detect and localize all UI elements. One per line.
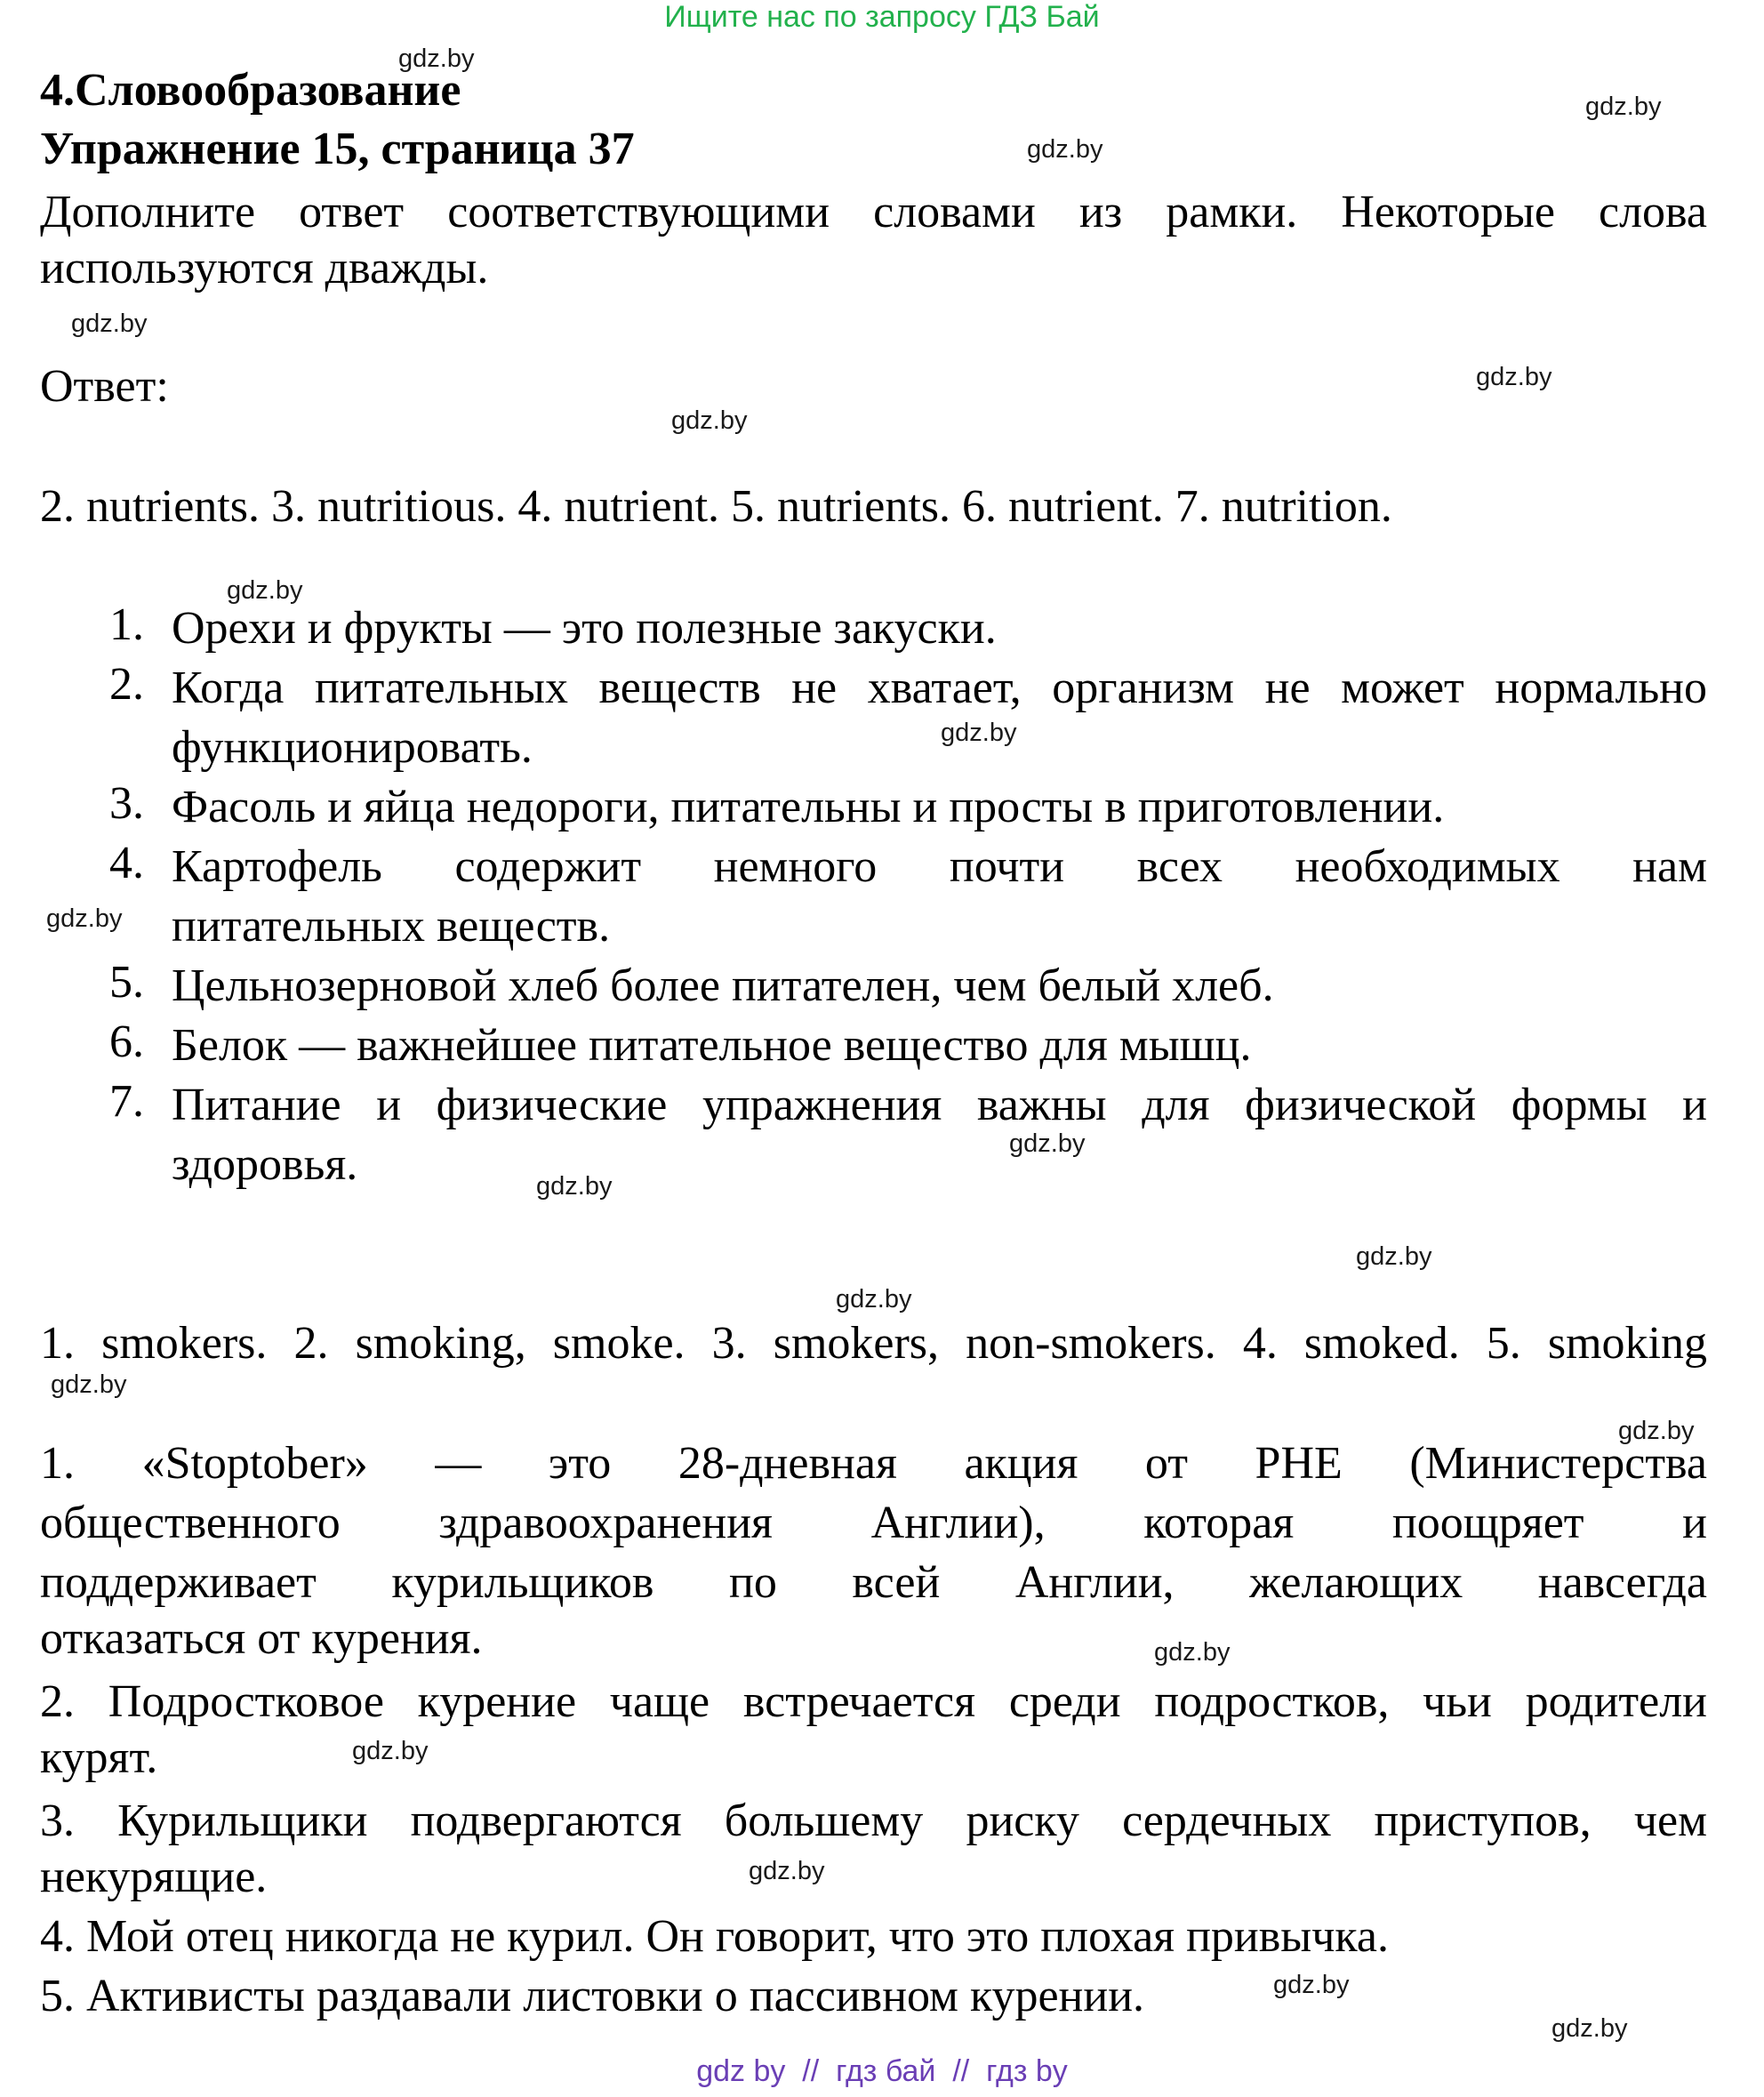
watermark: gdz.by — [398, 44, 475, 73]
list-item: функционировать. — [172, 722, 533, 773]
watermark: gdz.by — [51, 1370, 127, 1399]
sentence-line: курят. — [40, 1732, 158, 1783]
watermark: gdz.by — [227, 576, 303, 605]
list-number: 3. — [109, 778, 144, 829]
watermark: gdz.by — [1476, 363, 1552, 391]
watermark: gdz.by — [941, 719, 1017, 747]
watermark: gdz.by — [46, 904, 123, 933]
watermark: gdz.by — [1273, 1971, 1350, 1999]
list-item: Белок — важнейшее питательное вещество для мышц. — [172, 1020, 1252, 1071]
answer-key-smoking: 1. smokers. 2. smoking, smoke. 3. smokers, non-smokers. 4. smoked. 5. smoking — [40, 1318, 1707, 1369]
exercise-title: Упражнение 15, страница 37 — [40, 124, 635, 174]
list-item: питательных веществ. — [172, 901, 611, 952]
sentence-line: общественного здравоохранения Англии), которая поощряет и — [40, 1498, 1707, 1548]
footer-links[interactable]: gdz by // гдз бай // гдз by — [696, 2054, 1068, 2088]
list-item: Фасоль и яйца недороги, питательны и просты в приготовлении. — [172, 782, 1445, 832]
watermark: gdz.by — [1027, 135, 1103, 164]
sentence-line: 1. «Stoptober» — это 28-дневная акция от PHE (Министерства — [40, 1438, 1707, 1489]
watermark: gdz.by — [1618, 1417, 1695, 1445]
list-item: Картофель содержит немного почти всех необходимых нам — [172, 841, 1707, 892]
answer-key-nutrition: 2. nutrients. 3. nutritious. 4. nutrient. 5. nutrients. 6. nutrient. 7. nutrition. — [40, 481, 1392, 532]
watermark: gdz.by — [1154, 1638, 1231, 1667]
answer-label: Ответ: — [40, 361, 169, 412]
watermark: gdz.by — [536, 1172, 613, 1201]
watermark: gdz.by — [1356, 1242, 1432, 1271]
list-number: 4. — [109, 838, 144, 888]
sentence-line: 5. Активисты раздавали листовки о пассивном курении. — [40, 1971, 1145, 2021]
list-number: 5. — [109, 957, 144, 1008]
list-item: Цельнозерновой хлеб более питателен, чем белый хлеб. — [172, 960, 1274, 1011]
watermark: gdz.by — [352, 1737, 429, 1765]
list-item: здоровья. — [172, 1139, 358, 1190]
sentence-line: поддерживает курильщиков по всей Англии, желающих навсегда — [40, 1557, 1707, 1608]
watermark: gdz.by — [1585, 92, 1662, 121]
list-item: Орехи и фрукты — это полезные закуски. — [172, 603, 997, 654]
section-title: 4.Словообразование — [40, 65, 461, 116]
list-number: 6. — [109, 1016, 144, 1067]
watermark: gdz.by — [749, 1857, 825, 1885]
list-number: 7. — [109, 1076, 144, 1127]
instruction-line: используются дважды. — [40, 243, 489, 293]
watermark: gdz.by — [71, 309, 148, 338]
list-item: Питание и физические упражнения важны для физической формы и — [172, 1080, 1707, 1130]
list-item: Когда питательных веществ не хватает, организм не может нормально — [172, 663, 1707, 713]
list-number: 2. — [109, 659, 144, 710]
sentence-line: 2. Подростковое курение чаще встречается среди подростков, чьи родители — [40, 1676, 1707, 1727]
sentence-line: 3. Курильщики подвергаются большему риску сердечных приступов, чем — [40, 1796, 1707, 1846]
instruction-line: Дополните ответ соответствующими словами из рамки. Некоторые слова — [40, 187, 1707, 237]
watermark: gdz.by — [1009, 1129, 1086, 1158]
sentence-line: отказаться от курения. — [40, 1613, 483, 1664]
list-number: 1. — [109, 599, 144, 650]
search-banner[interactable]: Ищите нас по запросу ГДЗ Бай — [664, 0, 1100, 34]
sentence-line: некурящие. — [40, 1852, 268, 1902]
watermark: gdz.by — [671, 406, 748, 435]
sentence-line: 4. Мой отец никогда не курил. Он говорит, что это плохая привычка. — [40, 1911, 1389, 1962]
watermark: gdz.by — [836, 1285, 912, 1314]
watermark: gdz.by — [1552, 2014, 1628, 2043]
